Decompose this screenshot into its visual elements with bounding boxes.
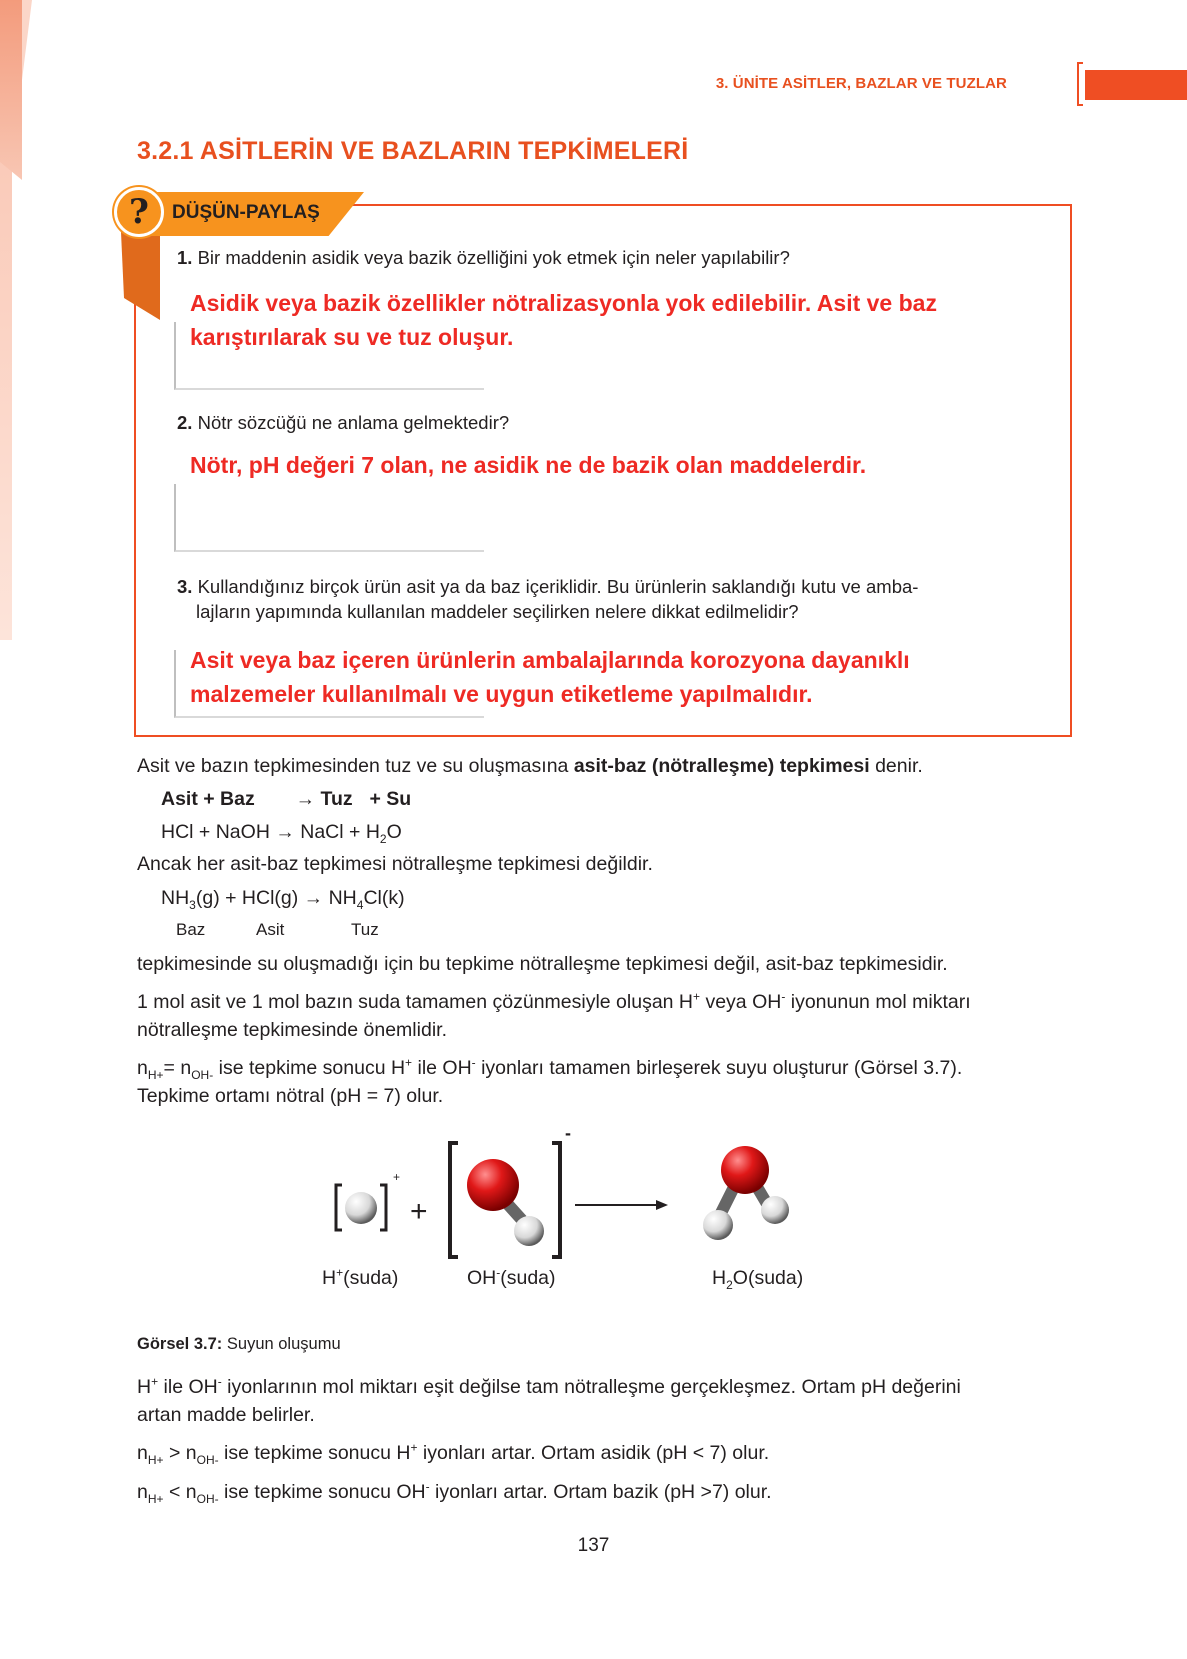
label-oh-suda: (suda) [500, 1267, 556, 1289]
unit-header-bracket [1077, 62, 1083, 106]
water-molecule [703, 1146, 789, 1240]
p1-bold-term: asit-baz (nötralleşme) tepkimesi [573, 755, 870, 777]
p5-text-a: ise tepkime sonucu H [213, 1057, 406, 1079]
p5-text-b: ile OH [412, 1057, 472, 1079]
figure-caption-label: Görsel 3.7: [137, 1335, 223, 1353]
equation-hcl-naoh [161, 818, 402, 846]
think-share-title: DÜŞÜN-PAYLAŞ [172, 202, 320, 223]
p5-sup-minus: - [471, 1055, 476, 1070]
hydroxide-charge: - [565, 1125, 571, 1143]
hydroxide-ion-molecule [450, 1143, 560, 1257]
label-water [712, 1267, 803, 1290]
p5-sub-oh: OH- [191, 1067, 214, 1082]
hydrogen-atom [514, 1216, 544, 1246]
hydrogen-atom [345, 1192, 377, 1224]
eq3-label-salt: Tuz [351, 920, 379, 939]
p1-text-post: denir. [869, 755, 923, 777]
p4-sup-plus: + [693, 989, 701, 1004]
eq3-nh: NH [161, 887, 190, 909]
p5-equals-n: = n [163, 1057, 192, 1079]
label-h-ion-sup: + [336, 1265, 344, 1280]
label-h-ion-suda: (suda) [343, 1267, 399, 1289]
p7-sub-h: H+ [147, 1452, 164, 1467]
question-3 [177, 574, 918, 624]
p6-text-c: iyonlarının mol miktarı eşit değilse tam nötralleşme gerçekleşmez. Ortam pH değerini [221, 1376, 961, 1398]
eq3-label-base: Baz [176, 920, 206, 939]
p7-sub-oh: OH- [196, 1452, 219, 1467]
p4-sup-minus: - [781, 989, 786, 1004]
h-ion-charge: + [393, 1170, 401, 1184]
p4-text-c: iyonunun mol miktarı [785, 991, 971, 1013]
answer-1-line-1: Asidik veya bazik özellikler nötralizasyonla yok edilebilir. Asit ve baz [190, 290, 937, 316]
eq2-reactants: HCl + NaOH [161, 821, 270, 843]
paragraph-neutralization-definition [137, 752, 923, 780]
eq3-label-acid: Asit [256, 920, 285, 939]
eq3-sub-3: 3 [189, 897, 196, 912]
hydrogen-atom [703, 1210, 733, 1240]
label-water-h: H [712, 1267, 727, 1289]
unit-header: 3. ÜNİTE ASİTLER, BAZLAR VE TUZLAR [715, 75, 1007, 92]
p8-sub-oh: OH- [196, 1491, 219, 1506]
eq3-sub-4: 4 [356, 897, 364, 912]
answer-2 [190, 448, 866, 482]
p8-text-b: iyonları artar. Ortam bazik (pH >7) olur. [429, 1481, 772, 1503]
eq2-products-end: O [386, 821, 402, 843]
plus-sign: + [410, 1195, 428, 1228]
p7-text-b: iyonları artar. Ortam asidik (pH < 7) olur. [417, 1442, 770, 1464]
answer-line-2 [174, 484, 484, 552]
p4-text-a: 1 mol asit ve 1 mol bazın suda tamamen çözünmesiyle oluşan H [137, 991, 694, 1013]
paragraph-acidic-case [137, 1439, 769, 1467]
p5-line-2: Tepkime ortamı nötral (pH = 7) olur. [137, 1085, 444, 1107]
p8-sup-minus: - [425, 1479, 430, 1494]
label-water-sub: 2 [726, 1277, 733, 1292]
figure-caption [137, 1335, 341, 1354]
label-oh-sup: - [496, 1265, 501, 1280]
p7-sup-plus: + [410, 1440, 418, 1455]
p5-sup-plus: + [405, 1055, 413, 1070]
label-h-ion [322, 1267, 398, 1290]
section-title: 3.2.1 ASİTLERİN VE BAZLARIN TEPKİMELERİ [137, 137, 689, 165]
p5-text-c: iyonları tamamen birleşerek suyu oluşturur (Görsel 3.7). [475, 1057, 963, 1079]
oxygen-atom [721, 1146, 769, 1194]
label-hydroxide [467, 1267, 556, 1290]
eq3-nh4: NH [328, 887, 357, 909]
left-edge-decoration-light [22, 0, 32, 80]
eq3-reactants: (g) + HCl(g) [195, 887, 299, 909]
p8-text-a: ise tepkime sonucu OH [218, 1481, 426, 1503]
reaction-arrow-head [656, 1200, 668, 1210]
eq1-arrow: → [295, 788, 316, 810]
p7-text-a: ise tepkime sonucu H [218, 1442, 411, 1464]
label-h-ion-h: H [322, 1267, 337, 1289]
question-1-text: Bir maddenin asidik veya bazik özelliğini yok etmek için neler yapılabilir? [197, 247, 790, 268]
eq2-subscript: 2 [379, 831, 387, 846]
eq2-products: NaCl + H [300, 821, 380, 843]
label-water-suda: O(suda) [732, 1267, 804, 1289]
question-2-text: Nötr sözcüğü ne anlama gelmektedir? [197, 412, 510, 433]
answer-1 [190, 286, 937, 354]
unit-header-bar [1085, 70, 1187, 100]
p6-text-b: ile OH [158, 1376, 218, 1398]
paragraph-mol-amount [137, 988, 1083, 1044]
p4-text-b: veya OH [700, 991, 782, 1013]
p8-sub-h: H+ [147, 1491, 164, 1506]
figure-caption-text: Suyun oluşumu [222, 1335, 341, 1353]
question-3-line-2: lajların yapımında kullanılan maddeler seçilirken nelere dikkat edilmelidir? [196, 601, 799, 622]
eq1-product-salt: Tuz [320, 788, 353, 810]
label-oh: OH [467, 1267, 497, 1289]
p4-line-2: nötralleşme tepkimesinde önemlidir. [137, 1019, 447, 1041]
p6-sup-plus: + [151, 1374, 159, 1389]
eq1-product-water: + Su [369, 788, 412, 810]
page-number: 137 [577, 1535, 610, 1556]
question-3-line-1: Kullandığınız birçok ürün asit ya da baz içeriklidir. Bu ürünlerin saklandığı kutu ve amba- [197, 576, 919, 597]
p5-n: n [137, 1057, 148, 1079]
equation-nh3-hcl [161, 884, 405, 912]
answer-2-line-1: Nötr, pH değeri 7 olan, ne asidik ne de bazik olan maddelerdir. [190, 452, 867, 478]
h-ion-molecule [336, 1185, 386, 1230]
question-2 [177, 410, 509, 435]
eq3-product: Cl(k) [363, 887, 405, 909]
left-edge-decoration-dark [0, 0, 22, 180]
p6-line-2: artan madde belirler. [137, 1404, 315, 1426]
eq3-arrow: → [303, 887, 324, 909]
question-1 [177, 245, 790, 270]
equation-general [161, 785, 411, 813]
paragraph-basic-case [137, 1478, 772, 1506]
eq1-reactants: Asit + Baz [161, 788, 255, 810]
answer-1-line-2: karıştırılarak su ve tuz oluşur. [190, 324, 514, 350]
p6-sup-minus: - [217, 1374, 222, 1389]
p7-n: n [137, 1442, 148, 1464]
hydrogen-atom [761, 1196, 789, 1224]
water-formation-figure [300, 1125, 820, 1265]
question-3-number: 3. [177, 576, 193, 597]
p7-greater-n: > n [163, 1442, 197, 1464]
question-1-number: 1. [177, 247, 193, 268]
paragraph-no-water: tepkimesinde su oluşmadığı için bu tepkime nötralleşme tepkimesi değil, asit-baz tepkimesidir. [137, 953, 948, 975]
p6-h: H [137, 1376, 152, 1398]
question-2-number: 2. [177, 412, 193, 433]
paragraph-equal-moles [137, 1054, 1083, 1110]
paragraph-unequal-moles [137, 1373, 1083, 1429]
oxygen-atom [467, 1159, 519, 1211]
question-mark-icon: ? [114, 187, 164, 237]
answer-3 [190, 643, 910, 711]
p5-sub-h: H+ [147, 1067, 164, 1082]
answer-3-line-2: malzemeler kullanılmalı ve uygun etiketleme yapılmalıdır. [190, 681, 813, 707]
p1-text-pre: Asit ve bazın tepkimesinden tuz ve su oluşmasına [137, 755, 574, 777]
p8-less-n: < n [163, 1481, 197, 1503]
eq2-arrow: → [275, 821, 295, 843]
paragraph-not-all-neutralization: Ancak her asit-baz tepkimesi nötralleşme tepkimesi değildir. [137, 853, 653, 875]
p8-n: n [137, 1481, 148, 1503]
answer-3-line-1: Asit veya baz içeren ürünlerin ambalajlarında korozyona dayanıklı [190, 647, 910, 673]
